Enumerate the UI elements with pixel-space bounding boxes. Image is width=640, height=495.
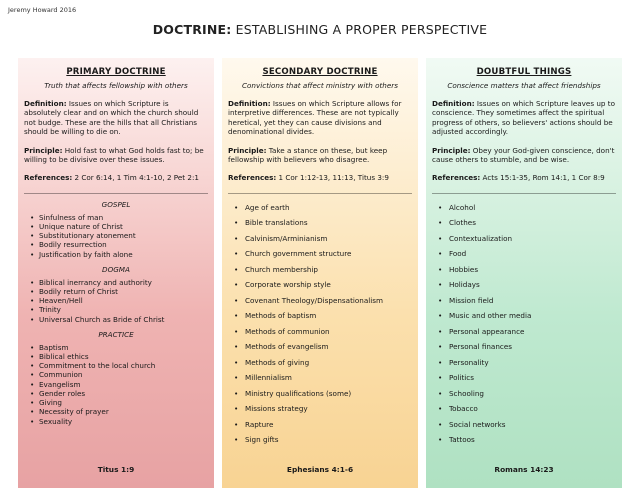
list-item: • Age of earth — [234, 200, 412, 216]
list-item: • Covenant Theology/Dispensationalism — [234, 293, 412, 309]
section-heading-gospel: GOSPEL — [101, 199, 131, 209]
list-item: • Politics — [438, 370, 616, 386]
column-heading: DOUBTFUL THINGS — [476, 67, 572, 77]
doubtful-things-column — [426, 58, 622, 488]
references-label: References: — [432, 173, 481, 183]
list-item: • Ministry qualifications (some) — [234, 386, 412, 402]
list-item: • Bodily return of Christ — [30, 287, 208, 296]
divider — [24, 193, 208, 194]
title-bold: DOCTRINE: — [152, 22, 232, 37]
list-item: • Unique nature of Christ — [30, 222, 208, 231]
list-item: • Heaven/Hell — [30, 296, 208, 305]
list-item: • Tattoos — [438, 432, 616, 448]
list-item: • Missions strategy — [234, 401, 412, 417]
list-item: • Schooling — [438, 386, 616, 402]
list-item: • Methods of evangelism — [234, 339, 412, 355]
definition-body: Issues on which Scripture is absolutely clear and on which the church should not budge. These are the hills that all Christians should be willing to die on. — [24, 99, 199, 137]
list-item: • Church membership — [234, 262, 412, 278]
list-item: • Biblical ethics — [30, 352, 208, 361]
list-item: • Justification by faith alone — [30, 250, 208, 259]
list-item: • Personality — [438, 355, 616, 371]
principle-label: Principle: — [432, 145, 471, 155]
list-item: • Holidays — [438, 277, 616, 293]
definition-text — [228, 99, 412, 137]
list-item: • Personal appearance — [438, 324, 616, 340]
list-item: • Baptism — [30, 343, 208, 352]
divider — [432, 193, 616, 194]
definition-text — [432, 99, 616, 137]
list-item: • Millennialism — [234, 370, 412, 386]
principle-text — [24, 146, 208, 165]
list-item: • Food — [438, 246, 616, 262]
list-item: • Contextualization — [438, 231, 616, 247]
list-item: • Mission field — [438, 293, 616, 309]
principle-body: Hold fast to what God holds fast to; be willing to be divisive over these issues. — [24, 145, 204, 165]
references-body: Acts 15:1-35, Rom 14:1, 1 Cor 8:9 — [480, 173, 605, 183]
definition-text — [24, 99, 208, 137]
references-text — [432, 173, 616, 182]
author-credit: Jeremy Howard 2016 — [8, 6, 77, 14]
column-footer-verse: Titus 1:9 — [97, 465, 135, 474]
list-item: • Methods of baptism — [234, 308, 412, 324]
definition-label: Definition: — [432, 99, 475, 108]
references-label: References: — [24, 173, 73, 183]
references-body: 2 Cor 6:14, 1 Tim 4:1-10, 2 Pet 2:1 — [72, 173, 199, 183]
list-item: • Music and other media — [438, 308, 616, 324]
divider — [228, 193, 412, 194]
list-item: • Biblical inerrancy and authority — [30, 278, 208, 287]
principle-body: Take a stance on these, but keep fellowship with believers who disagree. — [228, 145, 388, 165]
list-item: • Methods of communion — [234, 324, 412, 340]
list-item: • Church government structure — [234, 246, 412, 262]
list-item: • Methods of giving — [234, 355, 412, 371]
page-title — [0, 22, 640, 37]
list-item: • Universal Church as Bride of Christ — [30, 315, 208, 324]
list-item: • Communion — [30, 370, 208, 379]
references-text — [228, 173, 412, 182]
list-item: • Personal finances — [438, 339, 616, 355]
list-item: • Gender roles — [30, 389, 208, 398]
section-heading-dogma: DOGMA — [102, 264, 130, 274]
list-item: • Evangelism — [30, 380, 208, 389]
list-item: • Sinfulness of man — [30, 213, 208, 222]
list-item: • Trinity — [30, 305, 208, 314]
column-footer-verse: Ephesians 4:1-6 — [286, 465, 354, 474]
references-label: References: — [228, 173, 277, 183]
list-item: • Hobbies — [438, 262, 616, 278]
column-subheading: Truth that affects fellowship with others — [44, 81, 188, 90]
principle-label: Principle: — [24, 145, 63, 155]
gospel-list — [24, 213, 208, 259]
column-subheading: Conscience matters that affect friendships — [447, 81, 601, 90]
list-item: • Clothes — [438, 215, 616, 231]
definition-body: Issues on which Scripture allows for interpretive differences. These are not typically heretical, yet they can cause divisions and denominational divides. — [228, 99, 402, 137]
list-item: • Tobacco — [438, 401, 616, 417]
definition-label: Definition: — [24, 99, 67, 108]
definition-body: Issues on which Scripture leaves up to conscience. They sometimes affect the spiritual progress of others, so believers' actions should be adjusted accordingly. — [432, 99, 615, 137]
primary-doctrine-column — [18, 58, 214, 488]
principle-text — [228, 146, 412, 165]
column-heading: SECONDARY DOCTRINE — [262, 67, 378, 77]
list-item: • Sexuality — [30, 417, 208, 426]
column-subheading: Convictions that affect ministry with others — [242, 81, 398, 90]
list-item: • Calvinism/Arminianism — [234, 231, 412, 247]
list-item: • Rapture — [234, 417, 412, 433]
practice-list — [24, 343, 208, 426]
list-item: • Giving — [30, 398, 208, 407]
list-item: • Alcohol — [438, 200, 616, 216]
list-item: • Bodily resurrection — [30, 240, 208, 249]
column-heading: PRIMARY DOCTRINE — [66, 67, 166, 77]
title-rest: ESTABLISHING A PROPER PERSPECTIVE — [231, 22, 488, 37]
references-body: 1 Cor 1:12-13, 11:13, Titus 3:9 — [276, 173, 389, 183]
section-heading-practice: PRACTICE — [98, 329, 134, 339]
list-item: • Sign gifts — [234, 432, 412, 448]
list-item: • Commitment to the local church — [30, 361, 208, 370]
list-item: • Bible translations — [234, 215, 412, 231]
column-footer-verse: Romans 14:23 — [494, 465, 554, 474]
principle-body: Obey your God-given conscience, don't cause others to stumble, and be wise. — [432, 145, 615, 165]
secondary-list — [228, 200, 412, 448]
definition-label: Definition: — [228, 99, 271, 108]
principle-label: Principle: — [228, 145, 267, 155]
list-item: • Necessity of prayer — [30, 407, 208, 416]
list-item: • Corporate worship style — [234, 277, 412, 293]
dogma-list — [24, 278, 208, 324]
secondary-doctrine-column — [222, 58, 418, 488]
doubtful-list — [432, 200, 616, 448]
principle-text — [432, 146, 616, 165]
references-text — [24, 173, 208, 182]
list-item: • Social networks — [438, 417, 616, 433]
list-item: • Substitutionary atonement — [30, 231, 208, 240]
